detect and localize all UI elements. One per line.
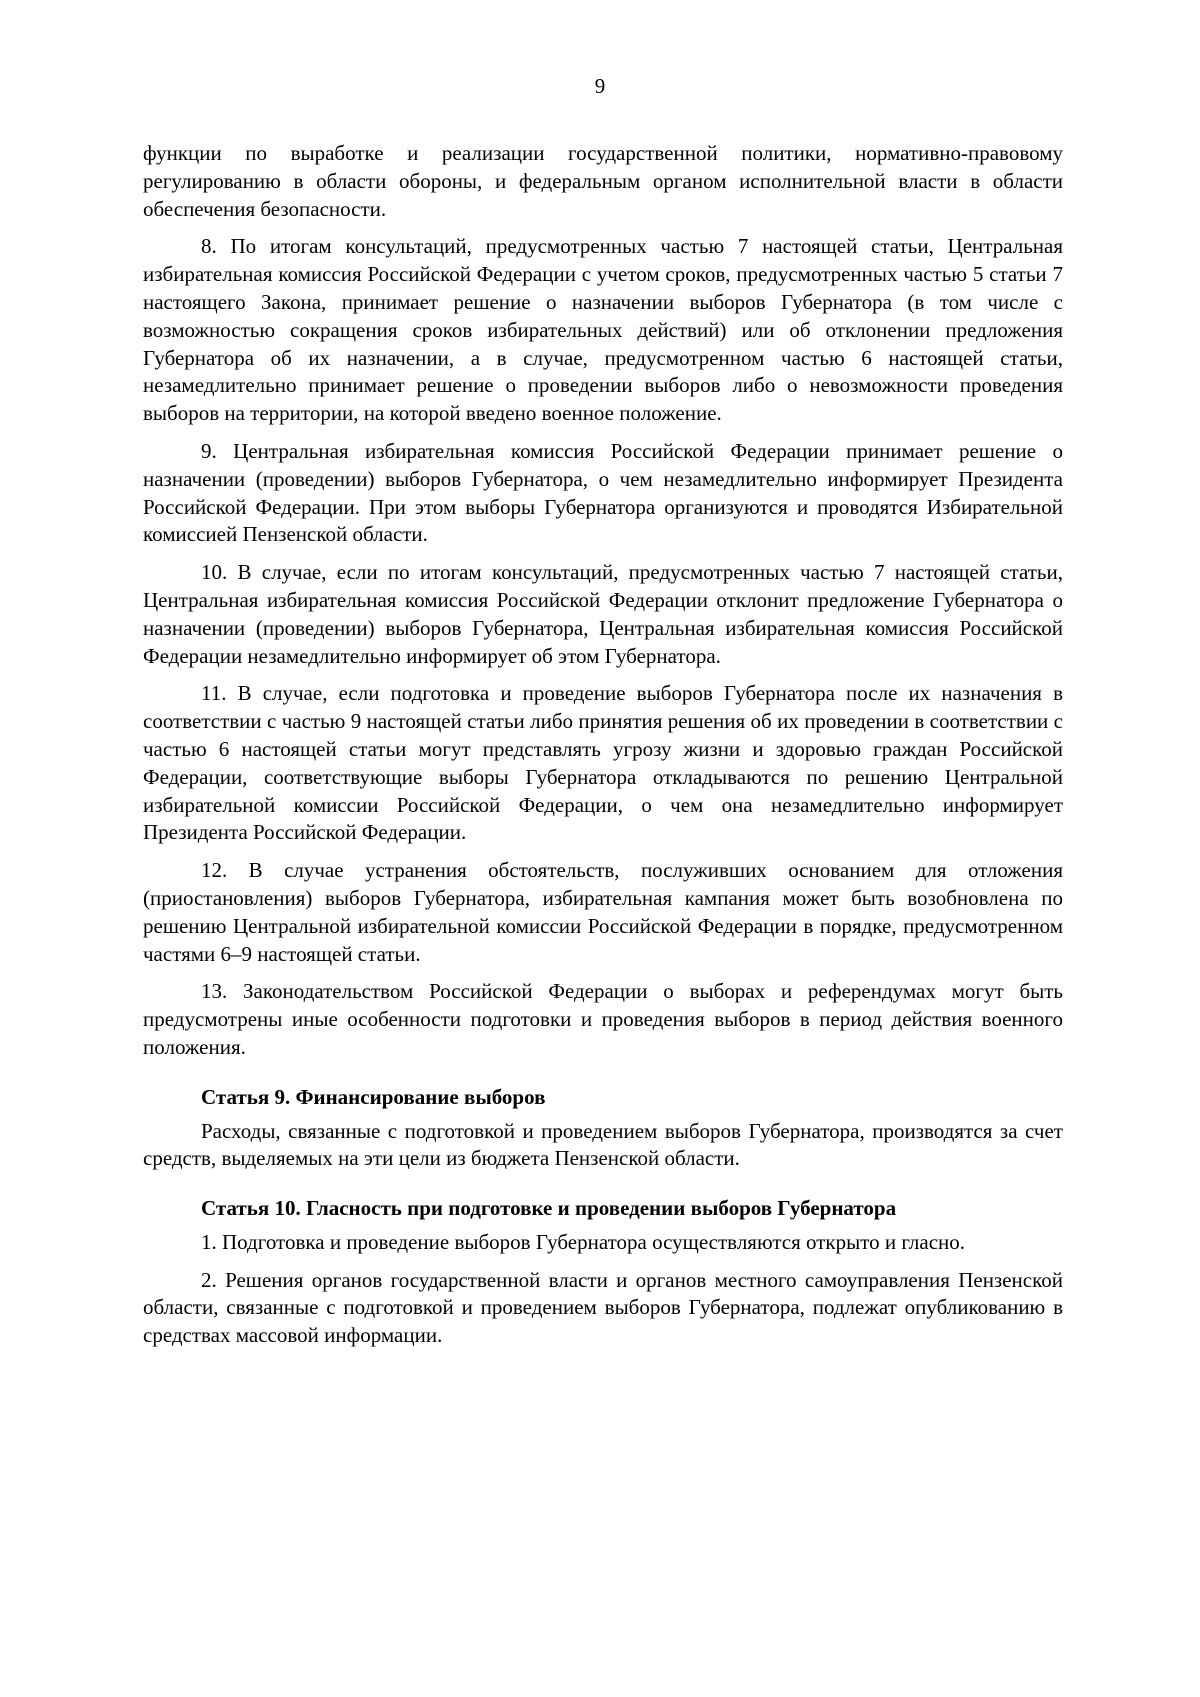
article-9-heading: Статья 9. Финансирование выборов <box>201 1084 546 1109</box>
paragraph-item-8: 8. По итогам консультаций, предусмотренных частью 7 настоящей статьи, Центральная избирательная комиссия Российской Федерации с учетом сроков, предусмотренных частью 5 статьи 7 настоящего Закона, принимает решение о назначении выборов Губернатора (в том числе с возможностью сокращения сроков избирательных действий) или об отклонении предложения Губернатора об их назначении, а в случае, предусмотренном частью 6 настоящей статьи, незамедлительно принимает решение о проведении выборов либо о невозможности проведения выборов на территории, на которой введено военное положение. <box>143 234 1063 426</box>
paragraph-continuation: функции по выработке и реализации государственной политики, нормативно-правовому регулированию в области обороны, и федеральным органом исполнительной власти в области обеспечения безопасности. <box>143 141 1063 221</box>
paragraph-item-9: 9. Центральная избирательная комиссия Российской Федерации принимает решение о назначении (проведении) выборов Губернатора, о чем незамедлительно информирует Президента Российской Федерации. При этом выборы Губернатора организуются и проводятся Избирательной комиссией Пензенской области. <box>143 438 1063 547</box>
article-10-item-1: 1. Подготовка и проведение выборов Губернатора осуществляются открыто и гласно. <box>201 1229 966 1254</box>
document-body <box>143 140 1063 1360</box>
article-10-item-2: 2. Решения органов государственной власти и органов местного самоуправления Пензенской области, связанные с подготовкой и проведением выборов Губернатора, подлежат опубликованию в средствах массовой информации. <box>143 1267 1063 1348</box>
page-number: 9 <box>594 74 606 98</box>
paragraph-item-11: 11. В случае, если подготовка и проведение выборов Губернатора после их назначения в соответствии с частью 9 настоящей статьи либо принятия решения об их проведении в соответствии с частью 6 настоящей статьи могут представлять угрозу жизни и здоровью граждан Российской Федерации, соответствующие выборы Губернатора откладываются по решению Центральной избирательной комиссии Российской Федерации, о чем она незамедлительно информирует Президента Российской Федерации. <box>143 681 1063 845</box>
paragraph-item-12: 12. В случае устранения обстоятельств, послуживших основанием для отложения (приостановления) выборов Губернатора, избирательная кампания может быть возобновлена по решению Центральной избирательной комиссии Российской Федерации в порядке, предусмотренном частями 6–9 настоящей статьи. <box>143 858 1063 966</box>
paragraph-item-13: 13. Законодательством Российской Федерации о выборах и референдумах могут быть предусмотрены иные особенности подготовки и проведения выборов в период действия военного положения. <box>143 979 1063 1059</box>
paragraph-item-10: 10. В случае, если по итогам консультаций, предусмотренных частью 7 настоящей статьи, Центральная избирательная комиссия Российской Федерации отклонит предложение Губернатора о назначении (проведении) выборов Губернатора, Центральная избирательная комиссия Российской Федерации незамедлительно информирует об этом Губернатора. <box>143 560 1063 668</box>
article-9-text: Расходы, связанные с подготовкой и проведением выборов Губернатора, производятся за счет средств, выделяемых на эти цели из бюджета Пензенской области. <box>143 1118 1063 1171</box>
article-10-heading: Статья 10. Гласность при подготовке и проведении выборов Губернатора <box>201 1196 897 1221</box>
